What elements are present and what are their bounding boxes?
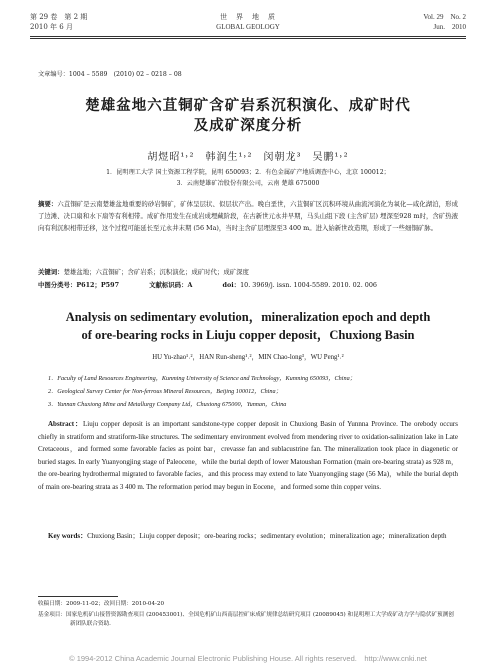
keywords-cn-text: 楚雄盆地；六苴铜矿；含矿岩系；沉积演化；成矿时代；成矿深度 bbox=[63, 268, 249, 276]
clc-label: 中图分类号： bbox=[38, 281, 77, 289]
title-cn-line2: 及成矿深度分析 bbox=[193, 117, 303, 134]
copyright-notice: © 1994-2012 China Academic Journal Electronic Publishing House. All rights reserved. http://www.cnki.net bbox=[69, 654, 427, 663]
header-rule-2 bbox=[30, 38, 466, 39]
title-en-line1: Analysis on sedimentary evolution，mineralization epoch and depth bbox=[65, 310, 431, 324]
abstract-en-label: Abstract： bbox=[48, 420, 83, 428]
received-date: 收稿日期：2009-11-02；改回日期：2010-04-20 bbox=[38, 601, 165, 607]
doc-code-value: A bbox=[187, 281, 193, 289]
abstract-cn-label: 摘要： bbox=[38, 200, 58, 208]
header-journal bbox=[0, 12, 496, 32]
fund-label: 基金项目： bbox=[38, 612, 66, 618]
volume-issue: 第 29 卷 第 2 期 bbox=[30, 13, 88, 21]
title-en-line2: of ore-bearing rocks in Liuju copper deposit，Chuxiong Basin bbox=[81, 328, 415, 342]
issue-date-cn: 2010 年 6 月 bbox=[30, 23, 73, 31]
abstract-cn bbox=[38, 198, 458, 234]
doc-code-label: 文献标识码： bbox=[149, 281, 188, 289]
doi-value: 10. 3969/j. issn. 1004-5589. 2010. 02. 006 bbox=[240, 281, 377, 289]
abstract-en-text: Liuju copper deposit is an important sandstone-type copper deposit in Chuxiong Basin of Yunnna Province. The orebody occurs chiefly in stratiform and stratiform-like structures. The sedimentary environment evolved from mendering river to oxidation-salinization lake in Late Cretaceous，and formed some favorable facies as point bar，crevasse fan and sublacustrine fan. The mineralization took place in diagenetic or buried stages. In early Yuanyongjing stage of Paleocene，while the burial depth of lower Matoushan Formation (main ore-bearing strata) as 928 m，the ore-bearing hydrothermal migrated to favorable facies，and this process may extend to late Yuanyongjing stage (56 Ma)，while the burial depth of main ore-bearing strata as 3 400 m. The reformation period may begun in Eocene，and formed some thin copper veins. bbox=[38, 420, 458, 491]
affiliation-cn-line1: 1．昆明理工大学 国土资源工程学院，昆明 650093；2．有色金属矿产地质调查中心，北京 100012； bbox=[106, 169, 390, 176]
journal-name-en: GLOBAL GEOLOGY bbox=[216, 23, 280, 31]
keywords-en-text: Chuxiong Basin；Liuju copper deposit；ore-bearing rocks；sedimentary evolution；mineralization age；mineralization depth bbox=[87, 532, 447, 540]
abstract-cn-text: 六苴铜矿是云南楚雄盆地重要的砂岩铜矿，矿体呈层状、似层状产出。晚白垩世，六苴铜矿区沉积环境从曲流河演化为氧化—咸化湖泊，形成了边滩、决口扇和水下扇等有利相带。成矿作用发生在成岩成埋藏阶段，在古新世元永井早期，马头山组下段 (主含矿层) 埋深至928 m时，含矿热液向有利沉积相带迁移，这个过程可能延长至元永井末期 (56 Ma)，当时主含矿层埋深至3 400 m。进入始新世改造期，形成了一些细铜矿脉。 bbox=[38, 200, 458, 232]
journal-name-cn: 世 界 地 质 bbox=[220, 13, 276, 21]
authors-en: HU Yu-zhao¹˒²，HAN Run-sheng¹˒²，MIN Chao-long³，WU Peng¹˒² bbox=[152, 354, 344, 361]
issue-date-en: Jun. 2010 bbox=[433, 23, 466, 31]
doi-label: doi： bbox=[222, 281, 241, 289]
header-rule bbox=[30, 36, 466, 37]
keywords-en-label: Key words： bbox=[48, 532, 88, 540]
title-cn-line1: 楚雄盆地六苴铜矿含矿岩系沉积演化、成矿时代 bbox=[85, 97, 411, 114]
abstract-en bbox=[38, 418, 458, 494]
keywords-en bbox=[38, 530, 458, 543]
volume-issue-en: Vol. 29 No. 2 bbox=[423, 13, 466, 21]
header-vol-en bbox=[423, 12, 466, 32]
clc-value: P612；P597 bbox=[76, 281, 120, 289]
article-number: 文章编号：1004 – 5589 (2010) 02 – 0218 – 08 bbox=[38, 71, 182, 78]
fund-text: 国家危机矿山接替资源勘查项目 (200453001)、全国危机矿山西南层控矿床成矿规律总结研究项目 (20089045) 和昆明理工大学成矿动力学与隐伏矿预测创新团队联合资助. bbox=[65, 612, 454, 627]
keywords-cn bbox=[38, 266, 458, 278]
keywords-cn-label: 关键词： bbox=[38, 268, 64, 276]
authors-cn: 胡煜昭¹˒² 韩润生¹˒² 闵朝龙³ 吴鹏¹˒² bbox=[147, 152, 349, 163]
affiliation-en-1: 1．Faculty of Land Resources Engineering，Kunming University of Science and Technology，Kunming 650093，China； bbox=[48, 375, 356, 382]
fund-note bbox=[38, 611, 458, 629]
affiliation-en-2: 2．Geological Survey Center for Non-ferrous Mineral Resources，Beijing 100012，China； bbox=[48, 388, 282, 395]
classification-line bbox=[38, 279, 458, 291]
affiliation-cn-line2: 3．云南楚雄矿冶股份有限公司，云南 楚雄 675000 bbox=[176, 180, 320, 187]
footnote-rule bbox=[38, 596, 118, 597]
affiliation-en-3: 3．Yunnan Chuxiong Mine and Metallurgy Company Ltd，Chuxiong 675000，Yunnan，China bbox=[48, 401, 287, 408]
